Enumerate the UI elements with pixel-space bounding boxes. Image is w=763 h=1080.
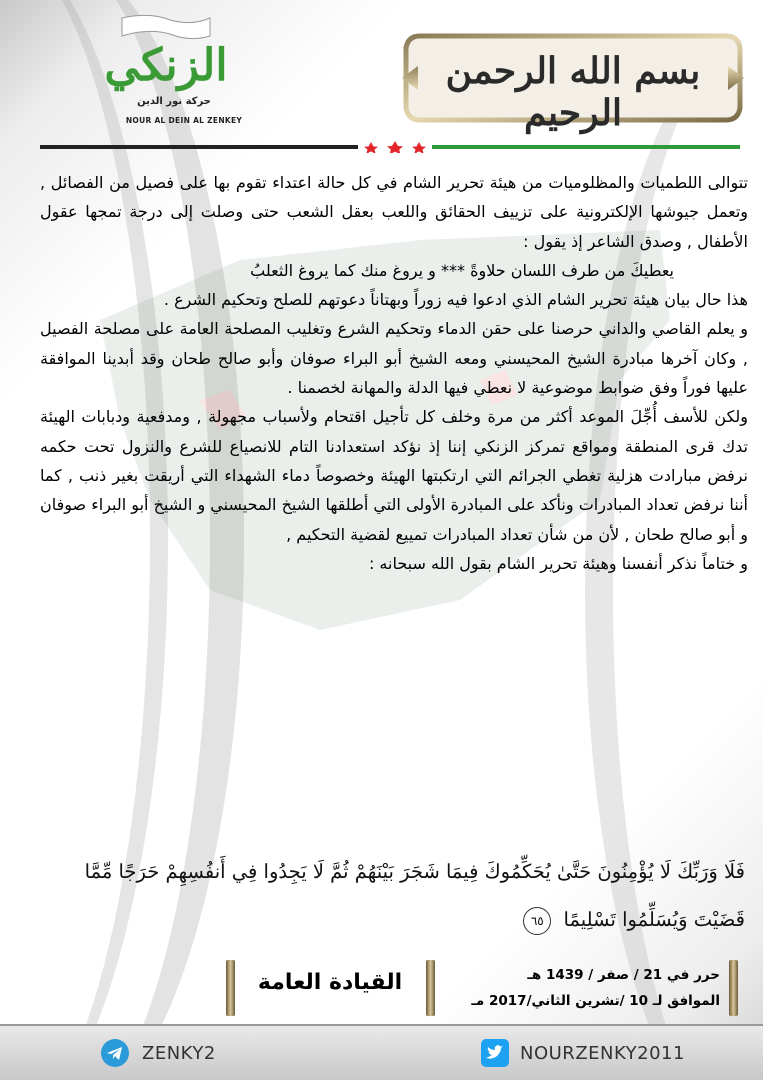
quran-verse (40, 848, 745, 944)
paragraph-closing: و ختاماً نذكر أنفسنا وهيئة تحرير الشام بقول الله سبحانه : (368, 553, 748, 573)
white-flag-icon (120, 14, 212, 40)
basmala-panel (400, 28, 746, 134)
logo-subtitle: حركة نور الدين (137, 96, 211, 107)
ayah-number-badge: ٦٥ (523, 907, 551, 935)
gold-bar-ornament (729, 960, 738, 1016)
paragraph-hts-claim: هذا حال بيان هيئة تحرير الشام الذي ادعوا فيه زوراً وبهتاناً دعوتهم للصلح وتحكيم الشرع . (163, 290, 748, 310)
red-star-icon (387, 141, 403, 153)
flag-divider (40, 141, 740, 153)
basmala-calligraphy: بسم الله الرحمن الرحيم (445, 50, 701, 134)
telegram-icon[interactable] (100, 1038, 130, 1068)
date-hijri: حرر في 21 / صفر / 1439 هـ (527, 967, 720, 983)
red-star-icon (364, 142, 378, 153)
paragraph-initiative: و يعلم القاصي والداني حرصنا على حقن الدماء وتحكيم الشرع وتغليب المصلحة العامة على مصلحة الفصيل , وكان آخرها مبادرة الشيخ المحيسني ومعه الشيخ أبو البراء صوفان وأبو صالح طحان وقد أبدينا الموافقة عليها فوراً وفق ضوابط موضوعية لا نعطي فيها الدلة والمهانة لخصمنا . (40, 319, 748, 398)
zenki-logo (104, 14, 264, 134)
general-command-signature: القيادة العامة (257, 970, 403, 995)
poem-verse: يعطيكَ من طرف اللسان حلاوةً *** و يروغ منك كما يروغ الثعلبُ (250, 260, 674, 280)
twitter-icon[interactable] (480, 1038, 510, 1068)
paragraph-intro: تتوالى اللطميات والمظلوميات من هيئة تحرير الشام في كل حالة اعتداء تقوم بها على فصيل من الفصائل , وتعمل جيوشها الإلكترونية على تزييف الحقائق واللعب بعقل الشعب حتى وصلت إلى درجة تمجها عقول الأطفال , وصدق الشاعر إذ يقول : (40, 173, 748, 251)
logo-name-arabic: الزنكي (104, 40, 228, 91)
statement-body (40, 168, 748, 578)
red-star-icon (412, 142, 426, 153)
logo-name-latin: NOUR AL DEIN AL ZENKEY (125, 116, 243, 125)
quran-verse-text: فَلَا وَرَبِّكَ لَا يُؤْمِنُونَ حَتَّىٰ يُحَكِّمُوكَ فِيمَا شَجَرَ بَيْنَهُمْ ثُمَّ لَا يَجِدُوا فِي أَنفُسِهِمْ حَرَجًا مِّمَّا قَضَيْتَ وَيُسَلِّمُوا تَسْلِيمًا (84, 860, 745, 931)
date-gregorian: الموافق لـ 10 /تشرين الثاني/2017 مـ (471, 993, 720, 1009)
gold-bar-ornament (226, 960, 235, 1016)
paragraph-postponement: ولكن للأسف أُجِّلَ الموعد أكثر من مرة وخلف كل تأجيل اقتحام ولأسباب مجهولة , ومدفعية ودبابات الهيئة تدك قرى المنطقة ومواقع تمركز الزنكي إننا إذ نؤكد استعدادنا التام للانصياع للشرع والنزول تحت حكمه نرفض مبارادت هزلية تغطي الجرائم التي ارتكبتها الهيئة وخصوصاً دماء الشهداء التي أريقت بغير ذنب , كما أننا نرفض تعداد المبادرات ونأكد على المبادرة الأولى التي أطلقها الشيخ المحيسني و الشيخ أبو البراء صوفان و أبو صالح طحان , لأن من شأن تعداد المبادرات تمييع لقضية التحكيم , (40, 407, 748, 544)
twitter-handle[interactable]: NOURZENKY2011 (520, 1043, 685, 1064)
telegram-handle[interactable]: ZENKY2 (142, 1043, 216, 1064)
